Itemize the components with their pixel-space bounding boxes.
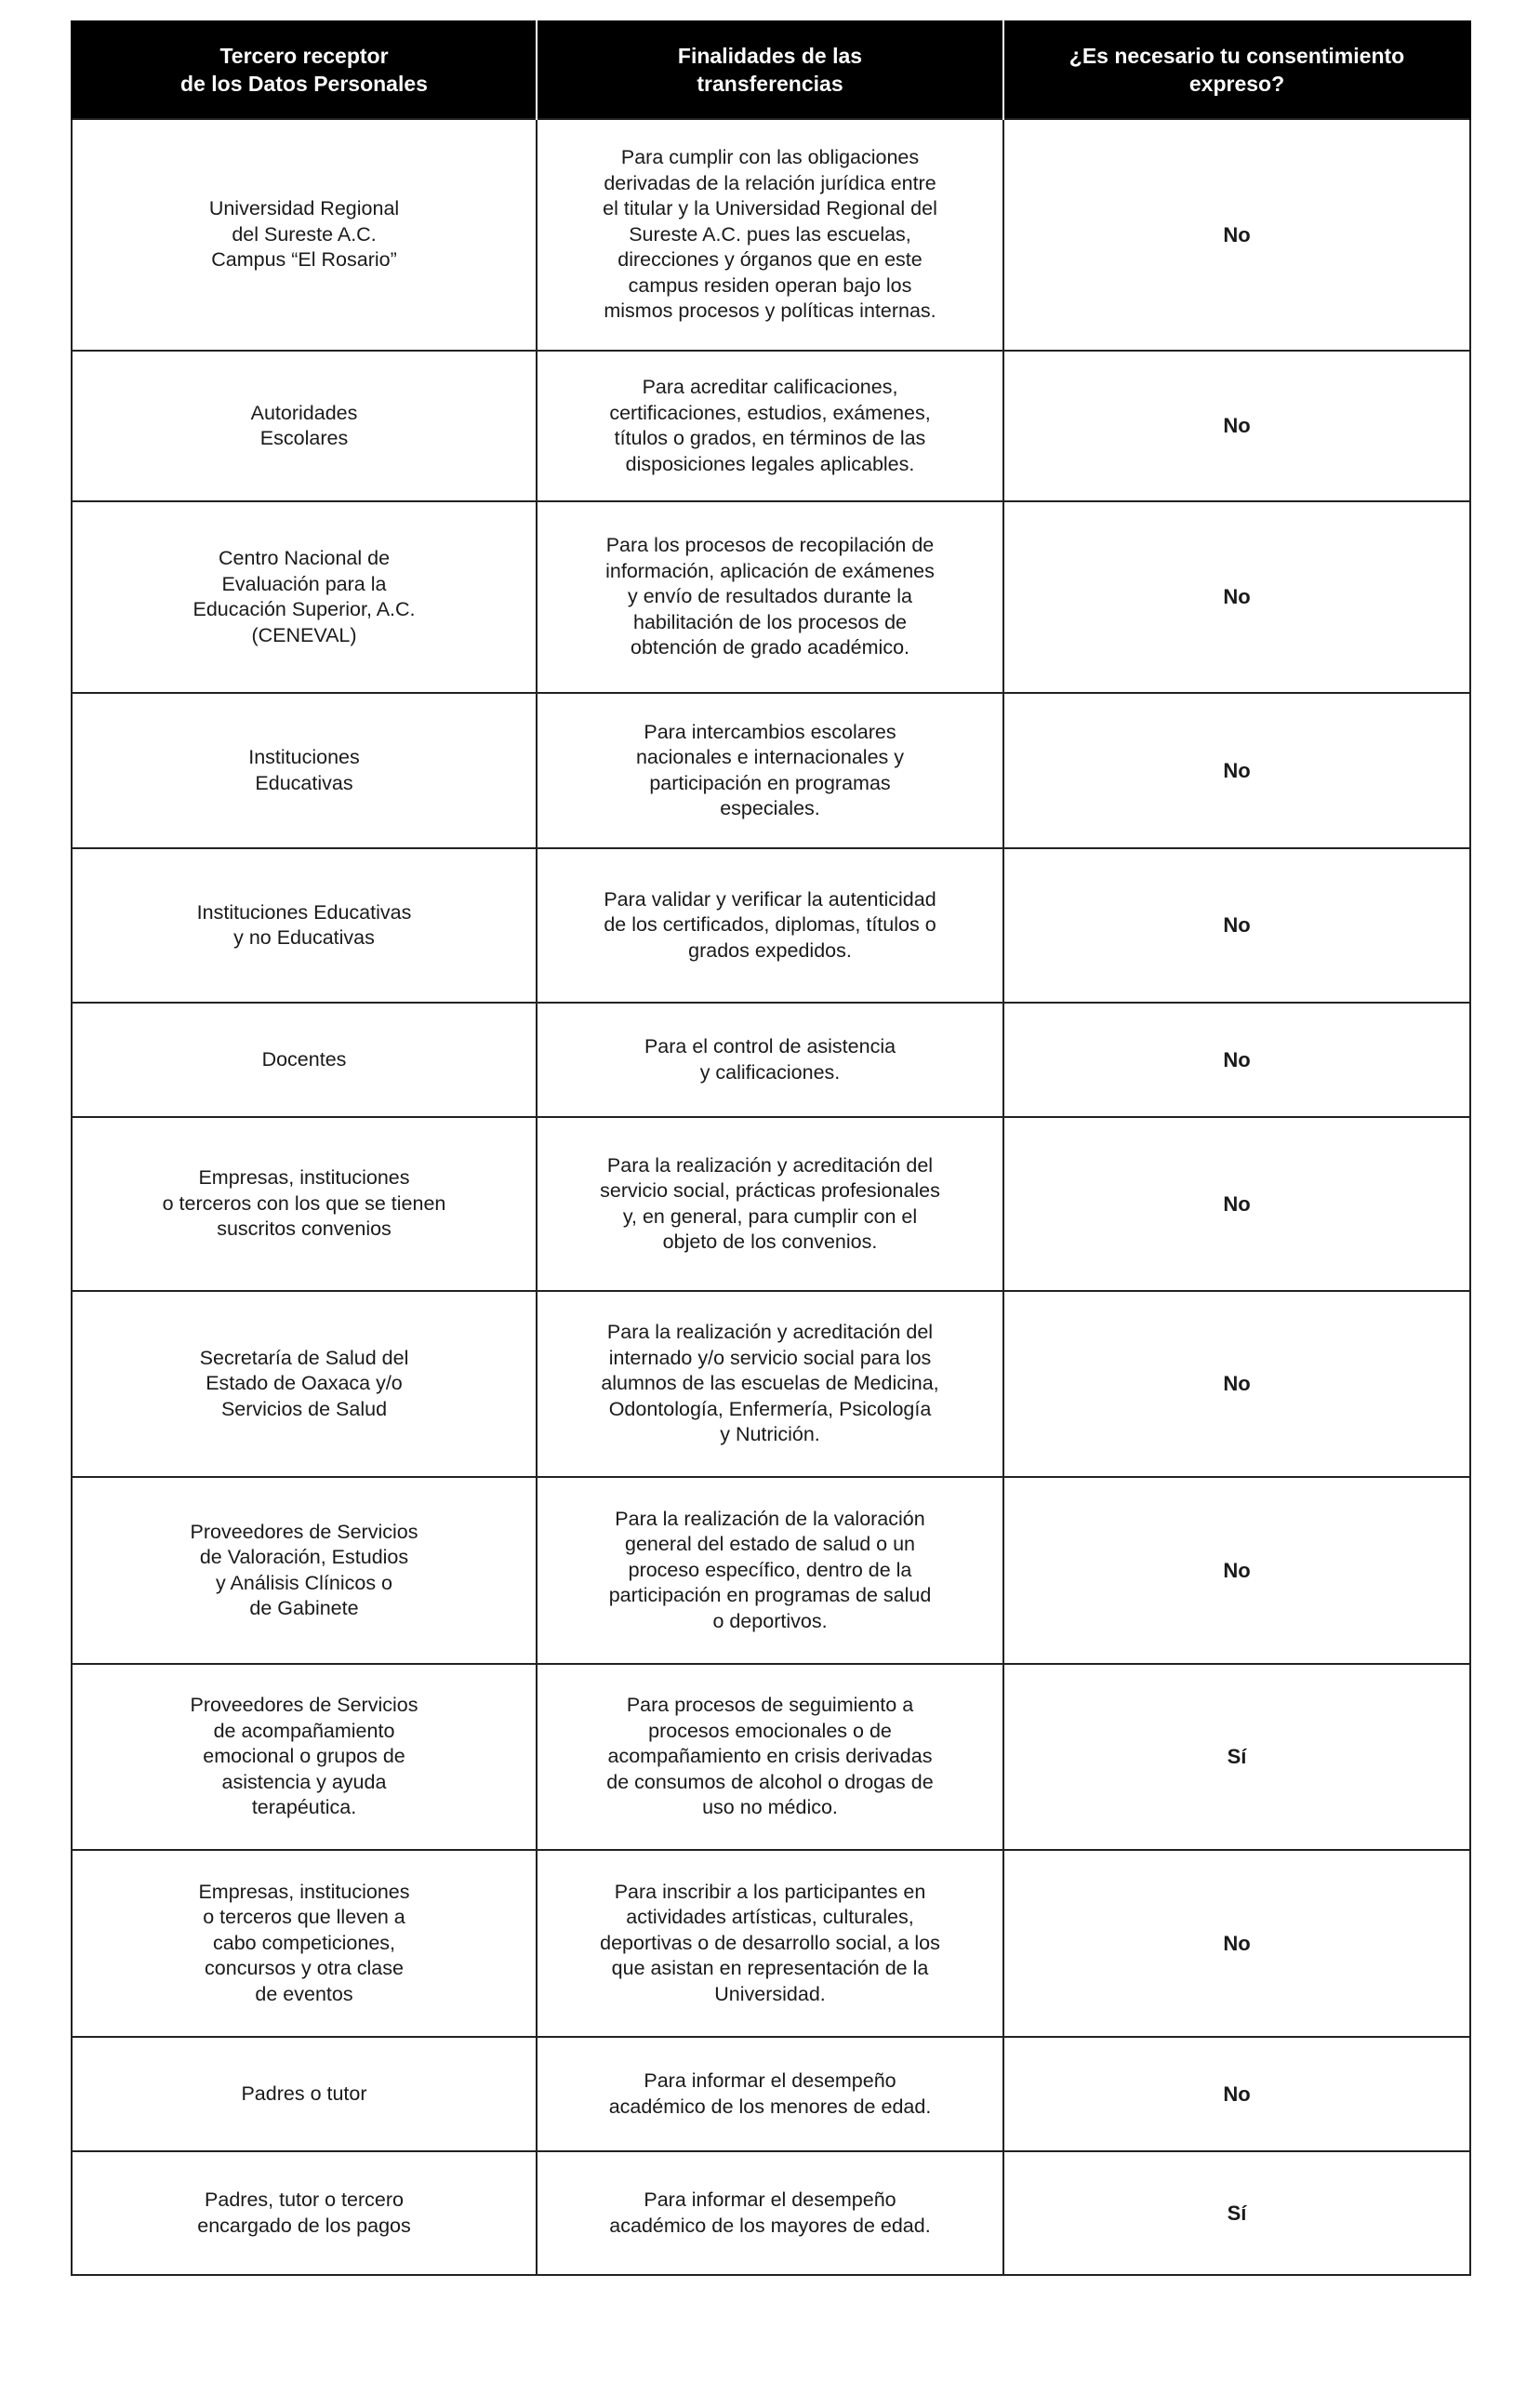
- recipient-cell: Instituciones Educativas: [72, 693, 537, 848]
- consent-cell: No: [1003, 1003, 1470, 1117]
- recipient-cell: Empresas, instituciones o terceros con los que se tienen suscritos convenios: [72, 1117, 537, 1291]
- purpose-cell: Para informar el desempeño académico de los menores de edad.: [537, 2037, 1003, 2151]
- purpose-cell: Para validar y verificar la autenticidad de los certificados, diplomas, títulos o grados expedidos.: [537, 848, 1003, 1003]
- purpose-cell: Para acreditar calificaciones, certificaciones, estudios, exámenes, títulos o grados, en términos de las disposiciones legales aplicables.: [537, 351, 1003, 501]
- purpose-cell: Para la realización y acreditación del internado y/o servicio social para los alumnos de las escuelas de Medicina, Odontología, Enfermería, Psicología y Nutrición.: [537, 1291, 1003, 1477]
- table-row: [72, 1477, 1470, 1664]
- table-row: [72, 2037, 1470, 2151]
- recipient-cell: Proveedores de Servicios de acompañamiento emocional o grupos de asistencia y ayuda terapéutica.: [72, 1664, 537, 1850]
- consent-cell: No: [1003, 693, 1470, 848]
- recipient-cell: Padres o tutor: [72, 2037, 537, 2151]
- table-row: [72, 1291, 1470, 1477]
- table-row: [72, 2151, 1470, 2275]
- consent-cell: No: [1003, 848, 1470, 1003]
- purpose-cell: Para procesos de seguimiento a procesos emocionales o de acompañamiento en crisis derivadas de consumos de alcohol o drogas de uso no médico.: [537, 1664, 1003, 1850]
- consent-cell: No: [1003, 1477, 1470, 1664]
- data-transfer-table-container: [71, 20, 1469, 2276]
- recipient-cell: Empresas, instituciones o terceros que lleven a cabo competiciones, concursos y otra clase de eventos: [72, 1850, 537, 2037]
- table-row: [72, 848, 1470, 1003]
- consent-cell: No: [1003, 119, 1470, 351]
- consent-cell: No: [1003, 351, 1470, 501]
- consent-cell: Sí: [1003, 2151, 1470, 2275]
- table-header: [72, 20, 1470, 119]
- recipient-cell: Autoridades Escolares: [72, 351, 537, 501]
- table-row: [72, 501, 1470, 693]
- table-row: [72, 1117, 1470, 1291]
- consent-cell: Sí: [1003, 1664, 1470, 1850]
- table-row: [72, 1003, 1470, 1117]
- consent-cell: No: [1003, 1291, 1470, 1477]
- purpose-cell: Para la realización y acreditación del servicio social, prácticas profesionales y, en general, para cumplir con el objeto de los convenios.: [537, 1117, 1003, 1291]
- purpose-cell: Para la realización de la valoración general del estado de salud o un proceso específico, dentro de la participación en programas de salud o deportivos.: [537, 1477, 1003, 1664]
- table-body: [72, 119, 1470, 2275]
- recipient-cell: Centro Nacional de Evaluación para la Educación Superior, A.C. (CENEVAL): [72, 501, 537, 693]
- recipient-cell: Secretaría de Salud del Estado de Oaxaca y/o Servicios de Salud: [72, 1291, 537, 1477]
- header-recipient: Tercero receptor de los Datos Personales: [72, 20, 537, 119]
- recipient-cell: Proveedores de Servicios de Valoración, Estudios y Análisis Clínicos o de Gabinete: [72, 1477, 537, 1664]
- recipient-cell: Padres, tutor o tercero encargado de los pagos: [72, 2151, 537, 2275]
- purpose-cell: Para inscribir a los participantes en actividades artísticas, culturales, deportivas o de desarrollo social, a los que asistan en representación de la Universidad.: [537, 1850, 1003, 2037]
- header-row: [72, 20, 1470, 119]
- purpose-cell: Para intercambios escolares nacionales e internacionales y participación en programas especiales.: [537, 693, 1003, 848]
- purpose-cell: Para informar el desempeño académico de los mayores de edad.: [537, 2151, 1003, 2275]
- table-row: [72, 119, 1470, 351]
- table-row: [72, 1850, 1470, 2037]
- recipient-cell: Instituciones Educativas y no Educativas: [72, 848, 537, 1003]
- consent-cell: No: [1003, 2037, 1470, 2151]
- recipient-cell: Universidad Regional del Sureste A.C. Campus “El Rosario”: [72, 119, 537, 351]
- purpose-cell: Para el control de asistencia y calificaciones.: [537, 1003, 1003, 1117]
- table-row: [72, 351, 1470, 501]
- purpose-cell: Para los procesos de recopilación de información, aplicación de exámenes y envío de resultados durante la habilitación de los procesos de obtención de grado académico.: [537, 501, 1003, 693]
- consent-cell: No: [1003, 1117, 1470, 1291]
- header-purpose: Finalidades de las transferencias: [537, 20, 1003, 119]
- header-consent: ¿Es necesario tu consentimiento expreso?: [1003, 20, 1470, 119]
- consent-cell: No: [1003, 501, 1470, 693]
- recipient-cell: Docentes: [72, 1003, 537, 1117]
- consent-cell: No: [1003, 1850, 1470, 2037]
- purpose-cell: Para cumplir con las obligaciones derivadas de la relación jurídica entre el titular y la Universidad Regional del Sureste A.C. pues las escuelas, direcciones y órganos que en este campus residen operan bajo los mismos procesos y políticas internas.: [537, 119, 1003, 351]
- data-transfer-table: [71, 20, 1471, 2276]
- table-row: [72, 693, 1470, 848]
- table-row: [72, 1664, 1470, 1850]
